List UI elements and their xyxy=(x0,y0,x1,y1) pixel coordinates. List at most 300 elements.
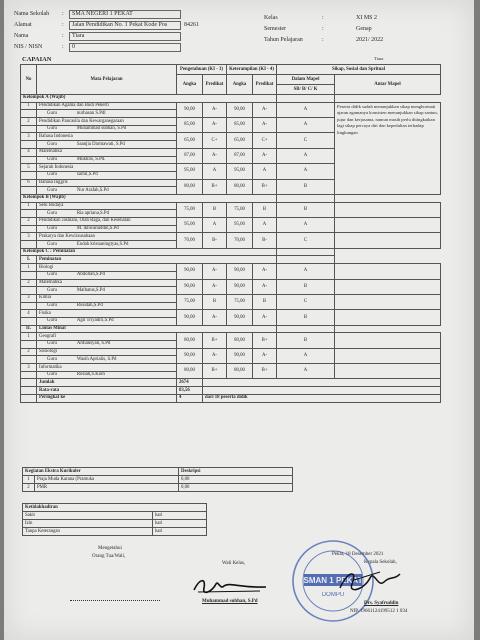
pengetahuan-predikat: A xyxy=(203,164,227,179)
rata-rata-row-label: Rata-rata xyxy=(37,387,177,395)
jumlah-row-label: Jumlah xyxy=(37,379,177,387)
wali-kelas-signature xyxy=(190,574,270,598)
guru-cell xyxy=(37,356,177,364)
guru-number-cell xyxy=(21,125,37,133)
ekstra-row-no: 1 xyxy=(23,476,35,484)
pengetahuan-predikat: A- xyxy=(203,148,227,163)
pengetahuan-predikat: A- xyxy=(203,279,227,294)
keterampilan-predikat: B+ xyxy=(253,333,277,348)
sikap-antar-mapel-description: Peserta didik sudah menunjukkan sikap menghormati ajaran agamanya konsisten menunjukkan sikap santun, jujur dan kerjasama, namun masih perlu ditingkatkan lagi sikap percaya diri dan kepedulian terhadap lingkungan xyxy=(335,102,441,194)
subject-name: Pendidikan Pancasila dan Kewarganegaraan xyxy=(37,118,177,126)
guru-number-cell xyxy=(21,302,37,310)
subject-number: 2 xyxy=(21,118,37,126)
jumlah-row-extra xyxy=(203,379,441,387)
header-dalam-mapel: Dalam Mapel xyxy=(277,75,335,85)
ekstra-title: Kegiatan Ekstra Kurikuler xyxy=(23,468,179,476)
guru-number-cell xyxy=(21,141,37,149)
report-card-page xyxy=(4,0,474,640)
subject-name: Matematika xyxy=(37,148,177,156)
keterampilan-predikat: A- xyxy=(253,348,277,363)
antar-mapel-cell xyxy=(335,333,441,348)
keterampilan-angka: 65,00 xyxy=(227,133,253,148)
antar-mapel-cell xyxy=(335,348,441,363)
kelas-value: XI MS 2 xyxy=(356,15,378,21)
sikap-dalam-mapel: C xyxy=(277,133,335,148)
sakit-label: Sakit xyxy=(23,512,153,520)
header-sikap: Sikap, Sosial dan Spritual xyxy=(277,65,441,75)
subject-name: Prakarya dan Kewirausahaan xyxy=(37,233,177,241)
antar-mapel-cell xyxy=(335,364,441,379)
section-number: I. xyxy=(21,256,37,264)
subject-row xyxy=(21,233,441,241)
subject-name: Geografi xyxy=(37,333,177,341)
guru-label: Guru xyxy=(47,172,57,178)
subject-row xyxy=(21,364,441,372)
keterampilan-angka: 70,00 xyxy=(227,233,253,248)
guru-number-cell xyxy=(21,356,37,364)
subject-number: 1 xyxy=(21,102,37,110)
keterampilan-predikat: A- xyxy=(253,279,277,294)
guru-number-cell xyxy=(21,171,37,179)
subject-name: Pendidikan Agama dan Budi Pekerti xyxy=(37,102,177,110)
guru-name: nurhasan S.Pdl xyxy=(76,110,106,116)
sikap-cell xyxy=(277,95,335,103)
separator: : xyxy=(62,33,64,39)
kepala-sekolah-nip: NIP. 19661124199512 1 034 xyxy=(350,609,408,614)
section-row xyxy=(21,256,441,264)
semester-label: Semester xyxy=(264,26,286,32)
sikap-dalam-mapel: B xyxy=(277,333,335,348)
sikap-dalam-mapel: C xyxy=(277,233,335,248)
subject-number: 1 xyxy=(21,333,37,341)
subject-name: Sejarah Indonesia xyxy=(37,164,177,172)
nama-sekolah-value: SMA NEGERI 1 PEKAT xyxy=(72,11,133,17)
ketidakhadiran-table xyxy=(22,503,207,536)
section-row xyxy=(21,248,441,256)
tahun-value: 2021/ 2022 xyxy=(356,37,384,43)
header-angka-3: Angka xyxy=(177,75,203,95)
guru-name: Mukhlis, S.Pd. xyxy=(76,156,106,162)
guru-cell xyxy=(37,241,177,249)
guru-number-cell xyxy=(21,156,37,164)
nama-label: Nama xyxy=(14,33,29,39)
stamp-text: SMAN 1 PEKAT xyxy=(303,576,363,585)
separator: : xyxy=(62,22,64,28)
sikap-dalam-mapel: C xyxy=(277,294,335,309)
keterampilan-angka: 90,00 xyxy=(227,348,253,363)
separator: : xyxy=(322,15,324,21)
subject-number: 1 xyxy=(21,264,37,272)
guru-label: Guru xyxy=(47,287,57,293)
subject-number: 3 xyxy=(21,364,37,372)
keterampilan-predikat: B+ xyxy=(253,179,277,194)
guru-name: Ardiansyah, S.Pd xyxy=(76,341,111,347)
subject-name: Matematika xyxy=(37,279,177,287)
subject-number: 6 xyxy=(21,179,37,187)
subject-name: Kimia xyxy=(37,294,177,302)
izin-label: Izin xyxy=(23,520,153,528)
antar-mapel-cell xyxy=(335,310,441,325)
sikap-cell xyxy=(277,256,335,264)
keterampilan-predikat: A- xyxy=(253,264,277,279)
keterampilan-predikat: A xyxy=(253,218,277,233)
jumlah-row-value: 2674 xyxy=(177,379,203,387)
pengetahuan-angka: 80,00 xyxy=(177,364,203,379)
guru-name: Saanjia Darmawati, S.Pd xyxy=(76,141,125,147)
separator: : xyxy=(62,11,64,17)
guru-cell xyxy=(37,210,177,218)
subject-name: Biologi xyxy=(37,264,177,272)
subject-number: 2 xyxy=(21,348,37,356)
ekstra-row-value: 0,00 xyxy=(179,476,293,484)
guru-label: Guru xyxy=(47,372,57,378)
subject-row xyxy=(21,333,441,341)
guru-label: Guru xyxy=(47,356,57,362)
header-predikat-3: Predikat xyxy=(203,75,227,95)
guru-label: Guru xyxy=(47,241,57,247)
guru-label: Guru xyxy=(47,210,57,216)
peringkat-row xyxy=(21,394,441,402)
pengetahuan-predikat: A- xyxy=(203,118,227,133)
keterampilan-angka: 87,00 xyxy=(227,148,253,163)
header-angka-4: Angka xyxy=(227,75,253,95)
sikap-dalam-mapel: B xyxy=(277,310,335,325)
subject-number: 5 xyxy=(21,164,37,172)
keterampilan-angka: 90,00 xyxy=(227,102,253,117)
capaian-title: CAPAIAN xyxy=(22,56,52,63)
pengetahuan-predikat: A- xyxy=(203,310,227,325)
wali-kelas-name: Muhammad subhan, S.Pd xyxy=(202,599,258,604)
keterampilan-angka: 80,00 xyxy=(227,364,253,379)
section-label: Lintas Minat xyxy=(37,325,277,333)
pengetahuan-angka: 90,00 xyxy=(177,264,203,279)
guru-label: Guru xyxy=(47,110,57,116)
subject-number: 1 xyxy=(21,202,37,210)
header-antar-mapel: Antar Mapel xyxy=(335,75,441,95)
subject-number: 3 xyxy=(21,294,37,302)
sakit-value: hari xyxy=(153,512,207,520)
header-pengetahuan: Pengetahuan (KI - 3) xyxy=(177,65,227,75)
sikap-dalam-mapel: B xyxy=(277,179,335,194)
sikap-dalam-mapel: A xyxy=(277,118,335,133)
guru-number-cell xyxy=(21,287,37,295)
antar-mapel-cell xyxy=(335,218,441,233)
tanpa-keterangan-value: hari xyxy=(153,528,207,536)
sikap-dalam-mapel: A xyxy=(277,148,335,163)
pengetahuan-angka: 75,00 xyxy=(177,294,203,309)
tanpa-keterangan-label: Tanpa Keterangan xyxy=(23,528,153,536)
subject-name: Fisika xyxy=(37,310,177,318)
guru-label: Guru xyxy=(47,303,57,308)
pengetahuan-angka: 90,00 xyxy=(177,102,203,117)
pengetahuan-angka: 90,00 xyxy=(177,348,203,363)
guru-cell xyxy=(37,287,177,295)
guru-name: Ria apriana,S.Pd xyxy=(76,210,109,216)
pengetahuan-angka: 85,00 xyxy=(177,118,203,133)
keterampilan-predikat: A- xyxy=(253,118,277,133)
separator: : xyxy=(322,37,324,43)
pengetahuan-predikat: A- xyxy=(203,102,227,117)
nama-value: Tiara xyxy=(72,33,85,39)
guru-name: Endah krisnaningtyas,S.Pd xyxy=(76,241,129,247)
keterampilan-angka: 95,00 xyxy=(227,218,253,233)
summary-empty xyxy=(21,379,37,387)
sikap-dalam-mapel: B xyxy=(277,202,335,217)
guru-name: Rosiah,S.Kom xyxy=(76,372,105,378)
jumlah-row xyxy=(21,379,441,387)
summary-empty xyxy=(21,394,37,402)
sikap-dalam-mapel: A xyxy=(277,364,335,379)
pengetahuan-predikat: C+ xyxy=(203,133,227,148)
subject-row xyxy=(21,348,441,356)
pengetahuan-predikat: B- xyxy=(203,233,227,248)
sikap-dalam-mapel: A xyxy=(277,102,335,117)
guru-number-cell xyxy=(21,371,37,379)
keterampilan-angka: 80,00 xyxy=(227,333,253,348)
antar-mapel-cell xyxy=(335,233,441,248)
pengetahuan-predikat: B xyxy=(203,202,227,217)
peringkat-row-extra: dari 18 peserta didik xyxy=(203,394,441,402)
guru-cell xyxy=(37,271,177,279)
corner-mark: Tiara xyxy=(374,56,384,61)
keterampilan-angka: 85,00 xyxy=(227,118,253,133)
tahun-label: Tahun Pelajaran xyxy=(264,37,303,43)
header-mata-pelajaran: Mata Pelajaran xyxy=(37,65,177,95)
ekstra-row-value: 0,00 xyxy=(179,484,293,492)
sikap-cell xyxy=(277,194,335,202)
sikap-dalam-mapel: B xyxy=(277,279,335,294)
guru-name: Muhammad subhan, S.Pd xyxy=(76,126,127,132)
subject-number: 2 xyxy=(21,218,37,226)
kepala-sekolah-label: Kepala Sekolah, xyxy=(364,560,397,565)
ekstra-row-name: Praja Muda Karana (Pramuka xyxy=(35,476,179,484)
pengetahuan-predikat: A xyxy=(203,218,227,233)
guru-cell xyxy=(37,317,177,325)
pengetahuan-predikat: B+ xyxy=(203,333,227,348)
guru-label: Guru xyxy=(47,156,57,162)
pengetahuan-angka: 90,00 xyxy=(177,279,203,294)
keterampilan-predikat: B- xyxy=(253,233,277,248)
nis-value: 0 xyxy=(72,44,75,50)
guru-number-cell xyxy=(21,187,37,195)
section-row xyxy=(21,194,441,202)
guru-label: Guru xyxy=(47,126,57,132)
header-sb: SB/ B/ C/ K xyxy=(277,85,335,95)
ekstra-kurikuler-table xyxy=(22,467,293,492)
ekstra-row-name: PMR xyxy=(35,484,179,492)
keterampilan-angka: 90,00 xyxy=(227,264,253,279)
antar-mapel-cell xyxy=(335,279,441,294)
section-label: Kelompok A (Wajib) xyxy=(21,95,277,103)
guru-number-cell xyxy=(21,110,37,118)
keterampilan-angka: 90,00 xyxy=(227,279,253,294)
orang-tua-label: Orang Tua/Wali, xyxy=(92,554,126,559)
keterampilan-angka: 75,00 xyxy=(227,294,253,309)
summary-empty xyxy=(21,387,37,395)
kepala-sekolah-name: Drs. Syafruddin xyxy=(364,601,399,606)
ekstra-row-no: 2 xyxy=(23,484,35,492)
guru-label: Guru xyxy=(47,318,57,324)
pengetahuan-angka: 70,00 xyxy=(177,233,203,248)
header-keterampilan: Keterampilan (KI - 4) xyxy=(227,65,277,75)
class-info-block xyxy=(264,14,464,48)
subject-number: 4 xyxy=(21,148,37,156)
ketidakhadiran-title: Ketidakhadiran xyxy=(23,504,207,512)
subject-number: 3 xyxy=(21,233,37,241)
section-number: II. xyxy=(21,325,37,333)
alamat-label: Alamat xyxy=(14,22,32,28)
separator: : xyxy=(62,44,64,50)
guru-cell xyxy=(37,302,177,310)
guru-name: M. ikhwanuddin,S.Pd xyxy=(76,226,119,232)
keterampilan-angka: 95,00 xyxy=(227,164,253,179)
izin-value: hari xyxy=(153,520,207,528)
pengetahuan-angka: 90,00 xyxy=(177,310,203,325)
guru-name: Wasih Aprialis, S.Pd xyxy=(76,356,117,362)
header-predikat-4: Predikat xyxy=(253,75,277,95)
guru-name: Abdollah,S.Pd xyxy=(76,272,105,278)
semester-value: Genap xyxy=(356,26,372,32)
guru-number-cell xyxy=(21,210,37,218)
kepala-sekolah-signature xyxy=(334,566,404,598)
subject-name: Sosiologi xyxy=(37,348,177,356)
kelas-label: Kelas xyxy=(264,15,278,21)
peringkat-row-value: 4 xyxy=(177,394,203,402)
guru-cell xyxy=(37,341,177,349)
subject-number: 4 xyxy=(21,310,37,318)
sikap-dalam-mapel: A xyxy=(277,218,335,233)
subject-name: Pendidikan Jasmani, Olah Raga, dan Kesehatan xyxy=(37,218,177,226)
guru-cell xyxy=(37,141,177,149)
section-label: Kelompok C : Peminatan xyxy=(21,248,277,256)
keterampilan-angka: 80,00 xyxy=(227,179,253,194)
separator: : xyxy=(322,26,324,32)
subject-row xyxy=(21,294,441,302)
keterampilan-predikat: A- xyxy=(253,310,277,325)
keterampilan-predikat: B xyxy=(253,202,277,217)
guru-name: Malhatus,S.Pd xyxy=(76,287,105,293)
subject-name: Seni Budaya xyxy=(37,202,177,210)
keterampilan-predikat: A- xyxy=(253,102,277,117)
nama-sekolah-label: Nama Sekolah xyxy=(14,11,50,17)
guru-number-cell xyxy=(21,317,37,325)
subject-row xyxy=(21,102,441,110)
guru-label: Guru xyxy=(47,272,57,278)
subject-row xyxy=(21,264,441,272)
subject-row xyxy=(21,218,441,226)
guru-name: Nur Arafah,S.Pd xyxy=(76,187,109,193)
pengetahuan-predikat: B+ xyxy=(203,179,227,194)
rata-rata-row-extra xyxy=(203,387,441,395)
keterampilan-predikat: A- xyxy=(253,148,277,163)
subject-row xyxy=(21,202,441,210)
mengetahui-label: Mengetahui xyxy=(98,546,122,551)
guru-cell xyxy=(37,187,177,195)
subject-name: Bahasa Inggris xyxy=(37,179,177,187)
keterampilan-predikat: C+ xyxy=(253,133,277,148)
antar-mapel-cell xyxy=(335,202,441,217)
sikap-dalam-mapel: A xyxy=(277,164,335,179)
guru-label: Guru xyxy=(47,141,57,147)
pengetahuan-predikat: B+ xyxy=(203,364,227,379)
pengetahuan-angka: 80,00 xyxy=(177,333,203,348)
section-row xyxy=(21,95,441,103)
sikap-dalam-mapel: A xyxy=(277,348,335,363)
section-label: Peminatan xyxy=(37,256,277,264)
nama-box xyxy=(69,32,181,41)
guru-cell xyxy=(37,225,177,233)
subject-row xyxy=(21,310,441,318)
guru-cell xyxy=(37,171,177,179)
guru-cell xyxy=(37,110,177,118)
antar-mapel-cell xyxy=(335,264,441,279)
subject-row xyxy=(21,279,441,287)
rata-rata-row xyxy=(21,387,441,395)
guru-label: Guru xyxy=(47,341,57,347)
section-label: Kelompok B (Wajib) xyxy=(21,194,277,202)
guru-name: saiful,S.Pd xyxy=(76,172,98,178)
keterampilan-angka: 90,00 xyxy=(227,310,253,325)
peringkat-row-label: Peringkat ke xyxy=(37,394,177,402)
section-row xyxy=(21,325,441,333)
pengetahuan-predikat: A- xyxy=(203,348,227,363)
guru-label: Guru xyxy=(47,226,57,232)
grades-table xyxy=(20,64,441,403)
subject-number: 3 xyxy=(21,133,37,141)
guru-label: Guru xyxy=(47,187,57,193)
subject-name: Informatika xyxy=(37,364,177,372)
pengetahuan-angka: 95,00 xyxy=(177,164,203,179)
sikap-cell xyxy=(277,248,335,256)
keterampilan-angka: 75,00 xyxy=(227,202,253,217)
header-no: No xyxy=(21,65,37,95)
pengetahuan-angka: 87,00 xyxy=(177,148,203,163)
kode-pos-value: 84261 xyxy=(184,22,199,28)
sikap-dalam-mapel: A xyxy=(277,264,335,279)
stamp-sub: DOMPU xyxy=(321,592,345,598)
pengetahuan-angka: 80,00 xyxy=(177,179,203,194)
pengetahuan-angka: 95,00 xyxy=(177,218,203,233)
pengetahuan-predikat: A- xyxy=(203,264,227,279)
keterampilan-predikat: B xyxy=(253,294,277,309)
place-date: Pekat, 18 Desember 2021 xyxy=(332,552,384,557)
alamat-value: Jalan Pendidikan No. 1 Pekat Kode Pos xyxy=(72,22,168,28)
pengetahuan-angka: 65,00 xyxy=(177,133,203,148)
sikap-cell xyxy=(277,325,335,333)
guru-name: Agil Triyadiri,S.Pd xyxy=(76,318,114,324)
subject-name: Bahasa Indonesia xyxy=(37,133,177,141)
nis-box xyxy=(69,43,181,52)
rata-rata-row-value: 83,56 xyxy=(177,387,203,395)
subject-number: 2 xyxy=(21,279,37,287)
nis-label: NIS / NISN xyxy=(14,44,43,50)
guru-cell xyxy=(37,125,177,133)
antar-mapel-cell xyxy=(335,294,441,309)
guru-number-cell xyxy=(21,225,37,233)
student-info-block xyxy=(14,10,244,52)
keterampilan-predikat: B+ xyxy=(253,364,277,379)
orang-tua-signature-line xyxy=(70,600,160,601)
guru-number-cell xyxy=(21,341,37,349)
wali-kelas-label: Wali Kelas, xyxy=(222,561,246,566)
guru-name: Rosidah,S.Pd xyxy=(76,303,103,308)
ekstra-deskripsi-header: Deskripsi xyxy=(179,468,293,476)
guru-cell xyxy=(37,156,177,164)
guru-number-cell xyxy=(21,271,37,279)
guru-cell xyxy=(37,371,177,379)
keterampilan-predikat: A xyxy=(253,164,277,179)
pengetahuan-angka: 75,00 xyxy=(177,202,203,217)
